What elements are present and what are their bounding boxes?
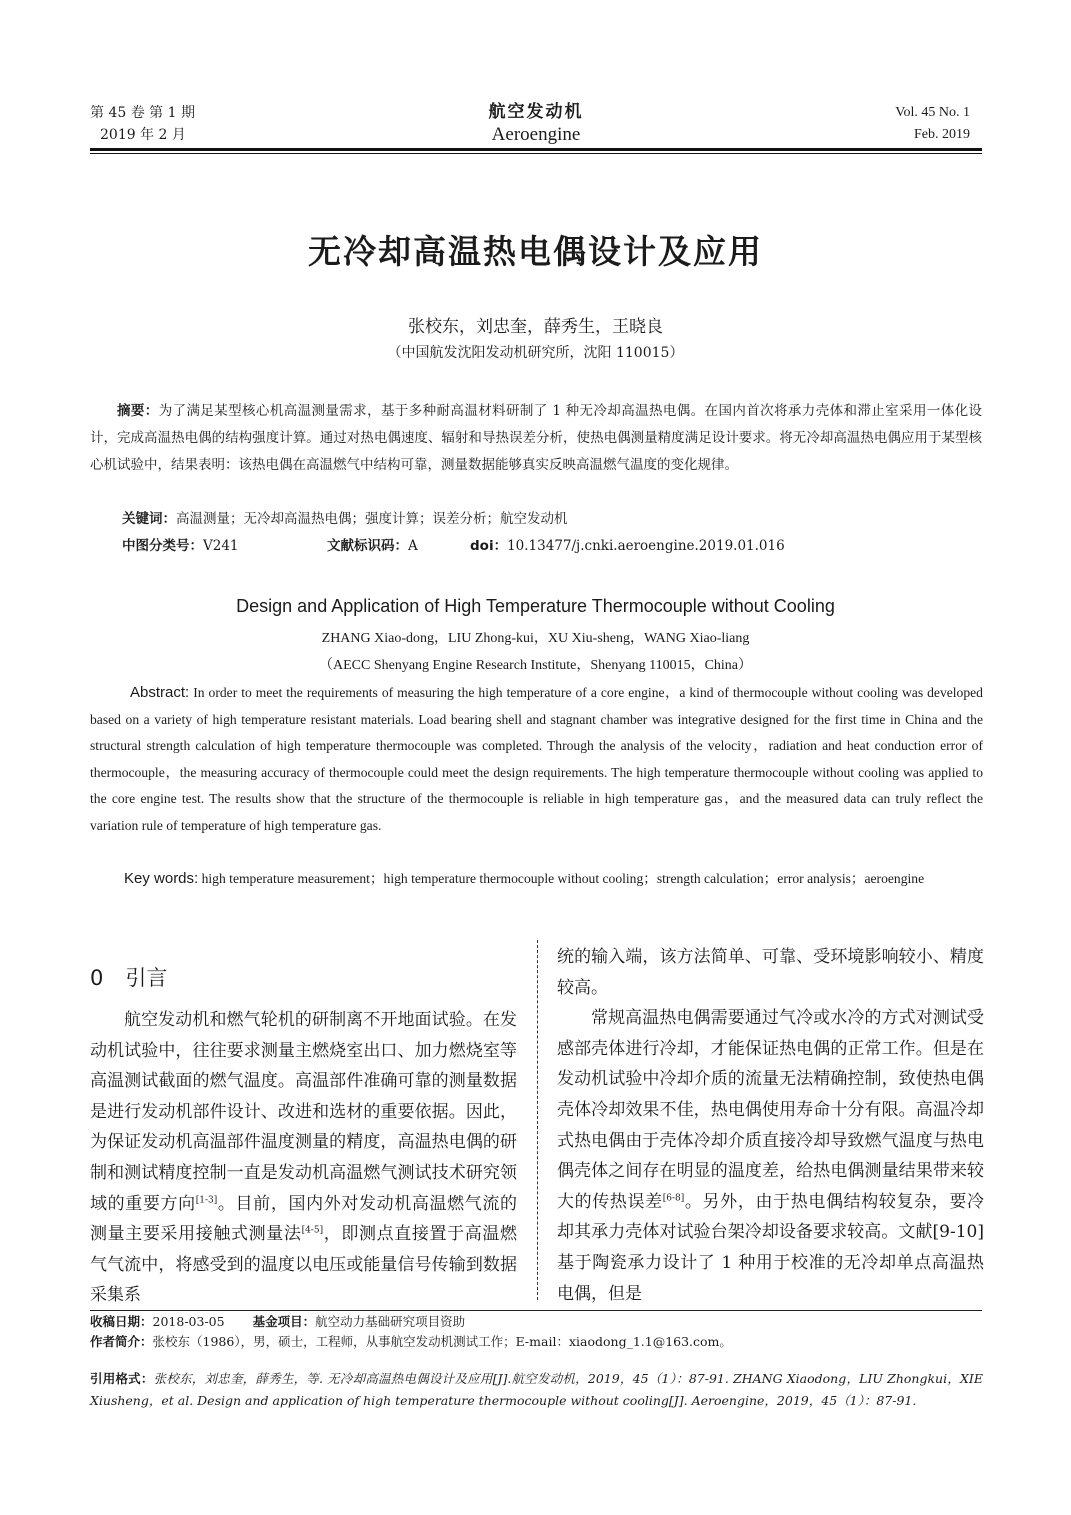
volume-issue: 第 45 卷 第 1 期 bbox=[90, 105, 195, 121]
clc-value: V241 bbox=[203, 538, 239, 554]
body-text: 。目前，国内外对发动机高温燃气流的测量主要采用接触式测量法 bbox=[90, 1193, 518, 1245]
received-date: 2018-03-05 bbox=[152, 1314, 225, 1329]
abstract-cn-label: 摘要： bbox=[117, 403, 159, 419]
body-text: 航空发动机和燃气轮机的研制离不开地面试验。在发动机试验中，往往要求测量主燃烧室出口、加力燃烧室等高温测试截面的燃气温度。高温部件准确可靠的测量数据是进行发动机部件设计、改进和选材的重要依据。因此，为保证发动机高温部件温度测量的精度，高温热电偶的研制和测试精度控制一直是发动机高温燃气测试技术研究领域的重要方向 bbox=[90, 1010, 517, 1214]
journal-name-en: Aeroengine bbox=[491, 124, 581, 145]
header-rule-thin bbox=[90, 153, 982, 154]
keywords-cn-label: 关键词： bbox=[122, 511, 176, 527]
body-text: 常规高温热电偶需要通过气冷或水冷的方式对测试受感部壳体进行冷却，才能保证热电偶的正常工作。但是在发动机试验中冷却介质的流量无法精确控制，致使热电偶壳体冷却效果不佳，热电偶使用寿命十分有限。高温冷却式热电偶由于壳体冷却介质直接冷却导致燃气温度与热电偶壳体之间存在明显的温度差，给热电偶测量结果带来较大的传热误差 bbox=[557, 1008, 984, 1212]
author-list-en: ZHANG Xiao-dong，LIU Zhong-kui，XU Xiu-sheng，WANG Xiao-liang bbox=[321, 631, 750, 646]
citation-ref: [4-5] bbox=[301, 1225, 324, 1236]
footnote-received bbox=[90, 1312, 982, 1332]
issue-info-en bbox=[895, 102, 970, 146]
abstract-en-label: Abstract: bbox=[130, 684, 190, 701]
journal-name-cn: 航空发动机 bbox=[488, 102, 584, 122]
doc-code bbox=[327, 535, 418, 557]
issue-date-en: Feb. 2019 bbox=[914, 127, 970, 142]
column-divider bbox=[537, 940, 538, 1300]
keywords-en-label: Key words: bbox=[124, 870, 199, 887]
paper-title-en: Design and Application of High Temperature Thermocouple without Cooling bbox=[236, 596, 835, 616]
author-bio-label: 作者简介： bbox=[90, 1334, 153, 1349]
body-column-right bbox=[557, 942, 984, 1309]
clc-label: 中图分类号： bbox=[122, 538, 203, 554]
keywords-cn-text: 高温测量；无冷却高温热电偶；强度计算；误差分析；航空发动机 bbox=[176, 511, 568, 527]
section-number: 0 bbox=[90, 966, 104, 990]
footnote-author bbox=[90, 1332, 982, 1352]
affiliation: （中国航发沈阳发动机研究所，沈阳 110015） bbox=[387, 345, 684, 361]
doi-label: doi： bbox=[470, 538, 508, 554]
citation-ref: [1-3] bbox=[195, 1194, 218, 1205]
abstract-cn-text: 为了满足某型核心机高温测量需求，基于多种耐高温材料研制了 1 种无冷却高温热电偶。在国内首次将承力壳体和滞止室采用一体化设计，完成高温热电偶的结构强度计算。通过对热电偶速度、辐射和导热误差分析，使热电偶测量精度满足设计要求。将无冷却高温热电偶应用于某型核心机试验中，结果表明：该热电偶在高温燃气中结构可靠，测量数据能够真实反映高温燃气温度的变化规律。 bbox=[90, 403, 983, 473]
citation-ref: [6-8] bbox=[662, 1193, 685, 1204]
journal-header bbox=[90, 102, 982, 152]
doi-value: 10.13477/j.cnki.aeroengine.2019.01.016 bbox=[507, 538, 785, 554]
header-rule-thick bbox=[90, 148, 982, 151]
doc-label: 文献标识码： bbox=[327, 538, 408, 554]
body-text: 。另外，由于热电偶结构较复杂，要冷却其承力壳体对试验台架冷却设备要求较高。文献[9-10]基于陶瓷承力设计了 1 种用于校准的无冷却单点高温热电偶，但是 bbox=[557, 1191, 985, 1304]
abstract-en-text: In order to meet the requirements of measuring the high temperature of a core engine，a kind of thermocouple without cooling was developed based on a variety of high temperature resistant materials. Load bearing shell and stagnant chamber was integrative designed for the first time in China and the structural strength calculation of high temperature thermocouple was completed. Through the analysis of the velocity，radiation and heat conduction error of thermocouple，the measuring accuracy of thermocouple could meet the design requirements. The high temperature thermocouple without cooling was applied to the core engine test. The results show that the structure of the thermocouple is reliable in high temperature gas，and the measured data can truly reflect the variation rule of temperature of high temperature gas. bbox=[90, 685, 983, 833]
received-label: 收稿日期： bbox=[90, 1314, 153, 1329]
affiliation-en: （AECC Shenyang Engine Research Institute，Shenyang 110015，China） bbox=[318, 658, 753, 673]
body-paragraph bbox=[557, 942, 984, 1003]
fund-label: 基金项目： bbox=[252, 1314, 316, 1329]
author-list: 张校东，刘忠奎，薛秀生，王晓良 bbox=[408, 317, 663, 337]
doc-value: A bbox=[408, 538, 418, 554]
clc-code bbox=[122, 535, 239, 557]
section-title: 引言 bbox=[125, 966, 168, 990]
body-text: 统的输入端，该方法简单、可靠、受环境影响较小、精度较高。 bbox=[557, 947, 984, 998]
fund-value: 航空动力基础研究项目资助 bbox=[315, 1314, 466, 1329]
journal-name bbox=[90, 100, 982, 146]
keywords-en-text: high temperature measurement；high temperature thermocouple without cooling；strength calculation；error analysis；aeroengine bbox=[201, 871, 925, 886]
citation-format bbox=[90, 1368, 983, 1412]
body-column-left bbox=[90, 1005, 517, 1311]
paper-title: 无冷却高温热电偶设计及应用 bbox=[308, 232, 763, 271]
author-bio: 张校东（1986），男，硕士，工程师，从事航空发动机测试工作；E-mail：xiaodong_1.1@163.com。 bbox=[152, 1334, 732, 1349]
citation-label: 引用格式： bbox=[90, 1371, 154, 1386]
section-heading bbox=[90, 962, 167, 992]
keywords-cn bbox=[122, 508, 982, 530]
citation-text: 张校东，刘忠奎，薛秀生，等. 无冷却高温热电偶设计及应用[J].航空发动机，2019，45（1）：87-91. ZHANG Xiaodong，LIU Zhongkui，XIE Xiusheng，et al. Design and application of high temperature thermocouple without cooling[J]. Aeroengine，2019，45（1）：87-91. bbox=[90, 1371, 983, 1408]
body-paragraph bbox=[557, 1003, 984, 1309]
doi bbox=[470, 535, 785, 557]
abstract-cn bbox=[90, 398, 982, 479]
abstract-en bbox=[90, 680, 983, 840]
body-paragraph bbox=[90, 1005, 517, 1311]
issue-date: 2019 年 2 月 bbox=[100, 127, 186, 143]
keywords-en bbox=[90, 866, 983, 893]
footnote-rule bbox=[90, 1310, 982, 1311]
volume-issue-en: Vol. 45 No. 1 bbox=[895, 105, 970, 120]
body-text: ，即测点直接置于高温燃气气流中，将感受到的温度以电压或能量信号传输到数据采集系 bbox=[90, 1224, 518, 1306]
